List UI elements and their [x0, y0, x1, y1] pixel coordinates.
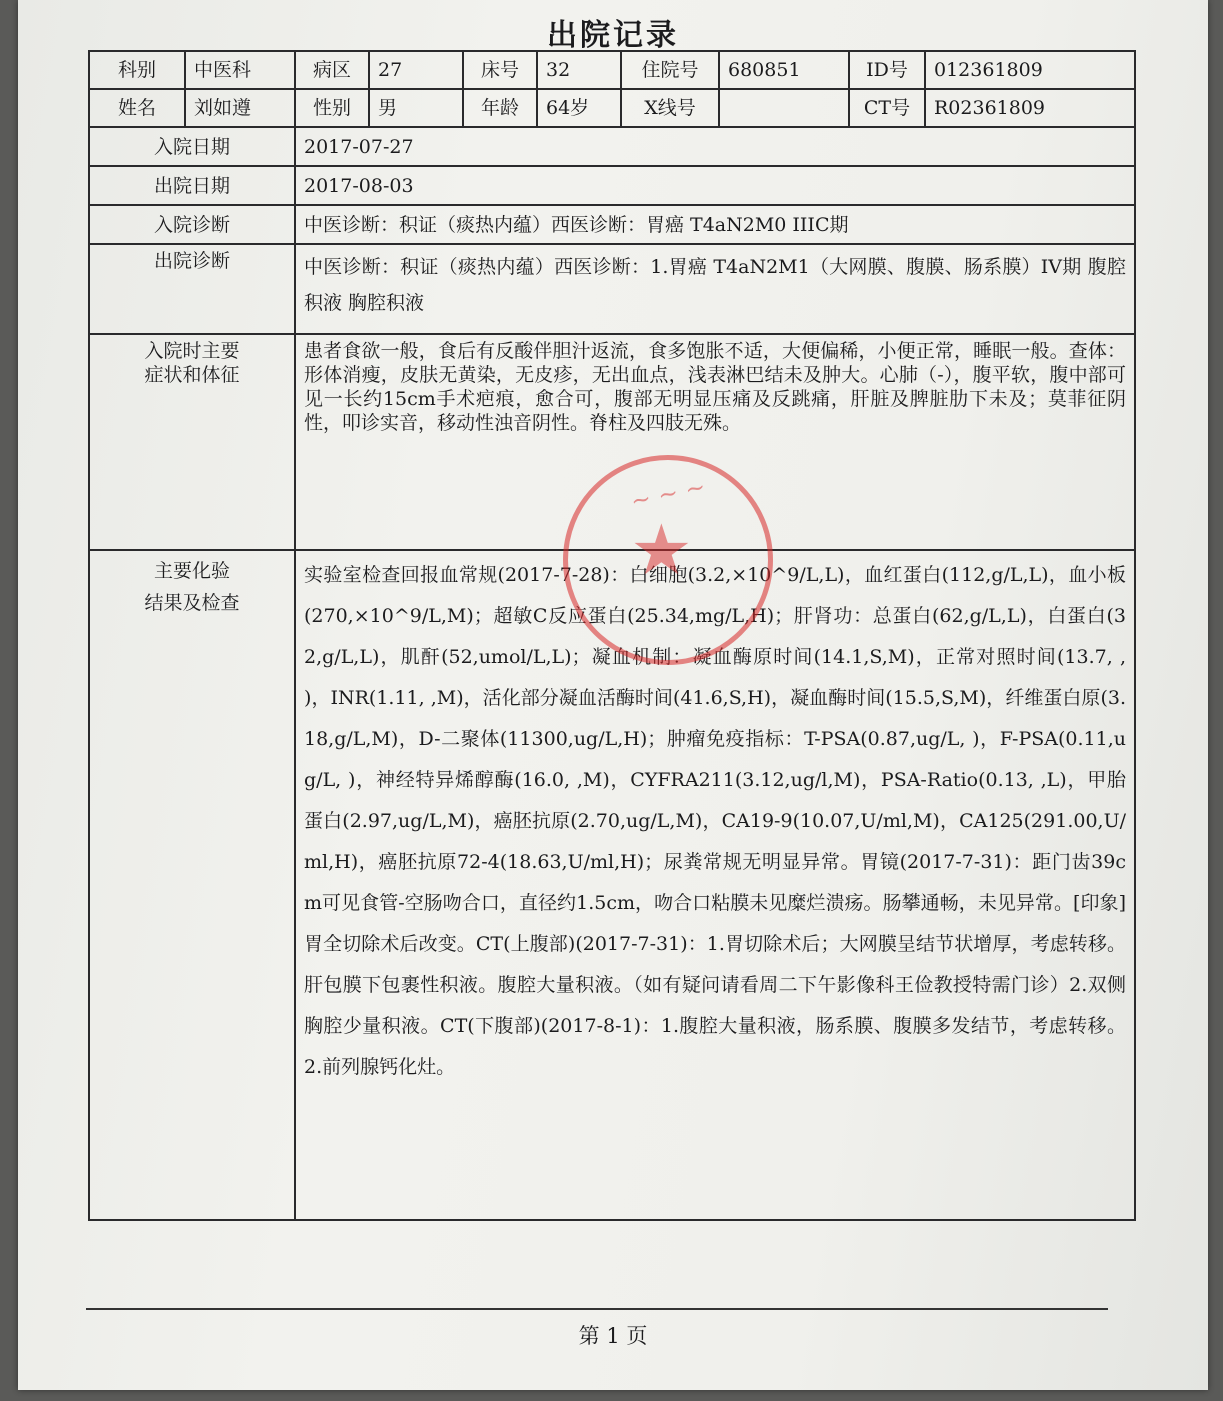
- xray-label: X线号: [621, 89, 719, 127]
- admit-date-label: 入院日期: [89, 127, 295, 166]
- age-value: 64岁: [537, 89, 621, 127]
- dept-value: 中医科: [185, 51, 295, 89]
- admission-no-label: 住院号: [621, 51, 719, 89]
- ward-value: 27: [369, 51, 463, 89]
- discharge-diagnosis-value: 中医诊断：积证（痰热内蕴）西医诊断：1.胃癌 T4aN2M1（大网膜、腹膜、肠系膜）IV期 腹腔积液 胸腔积液: [295, 244, 1135, 334]
- admit-date-value: 2017-07-27: [295, 127, 1135, 166]
- ward-label: 病区: [295, 51, 369, 89]
- name-label: 姓名: [89, 89, 185, 127]
- labs-label-line1: 主要化验: [153, 560, 230, 582]
- age-label: 年龄: [463, 89, 537, 127]
- id-label: ID号: [849, 51, 925, 89]
- discharge-diagnosis-label: 出院诊断: [89, 244, 295, 334]
- discharge-date-value: 2017-08-03: [295, 166, 1135, 205]
- document-page: [18, 0, 1208, 1390]
- dept-label: 科别: [89, 51, 185, 89]
- document-title: 出院记录: [547, 18, 679, 53]
- labs-label-line2: 结果及检查: [144, 592, 240, 614]
- seal-star-icon: ★: [630, 509, 693, 591]
- bed-label: 床号: [463, 51, 537, 89]
- id-value: 012361809: [925, 51, 1135, 89]
- sex-value: 男: [369, 89, 463, 127]
- symptoms-label-line2: 症状和体征: [144, 364, 240, 386]
- admit-diagnosis-label: 入院诊断: [89, 205, 295, 244]
- seal-ring-mark: ~ ~ ~: [628, 472, 708, 516]
- symptoms-label-line1: 入院时主要: [144, 340, 240, 362]
- ct-value: R02361809: [925, 89, 1135, 127]
- discharge-record-table: [88, 50, 1136, 1221]
- ct-label: CT号: [849, 89, 925, 127]
- admission-no-value: 680851: [719, 51, 849, 89]
- symptoms-value: 患者食欲一般，食后有反酸伴胆汁返流，食多饱胀不适，大便偏稀，小便正常，睡眠一般。查体：形体消瘦，皮肤无黄染，无皮疹，无出血点，浅表淋巴结未及肿大。心肺（-），腹平软，腹中部可见一长约15cm手术疤痕，愈合可，腹部无明显压痛及反跳痛，肝脏及脾脏肋下未及；莫菲征阴性，叩诊实音，移动性浊音阴性。脊柱及四肢无殊。: [295, 334, 1135, 550]
- discharge-date-label: 出院日期: [89, 166, 295, 205]
- labs-value: 实验室检查回报血常规(2017-7-28)：白细胞(3.2,×10^9/L,L)，血红蛋白(112,g/L,L)，血小板(270,×10^9/L,M)；超敏C反应蛋白(25.34,mg/L,H)；肝肾功：总蛋白(62,g/L,L)，白蛋白(32,g/L,L)，肌酐(52,umol/L,L)；凝血机制：凝血酶原时间(14.1,S,M)，正常对照时间(13.7, , )，INR(1.11, ,M)，活化部分凝血活酶时间(41.6,S,H)，凝血酶时间(15.5,S,M)，纤维蛋白原(3.18,g/L,M)，D-二聚体(11300,ug/L,H)；肿瘤免疫指标：T-PSA(0.87,ug/L, )，F-PSA(0.11,ug/L, )，神经特异烯醇酶(16.0, ,M)，CYFRA211(3.12,ug/l,M)，PSA-Ratio(0.13, ,L)，甲胎蛋白(2.97,ug/L,M)，癌胚抗原(2.70,ug/L,M)，CA19-9(10.07,U/ml,M)，CA125(291.00,U/ml,H)，癌胚抗原72-4(18.63,U/ml,H)；尿粪常规无明显异常。胃镜(2017-7-31)：距门齿39cm可见食管-空肠吻合口，直径约1.5cm，吻合口粘膜未见糜烂溃疡。肠攀通畅，未见异常。[印象]胃全切除术后改变。CT(上腹部)(2017-7-31)：1.胃切除术后；大网膜呈结节状增厚，考虑转移。肝包膜下包裹性积液。腹腔大量积液。（如有疑问请看周二下午影像科王俭教授特需门诊）2.双侧胸腔少量积液。CT(下腹部)(2017-8-1)：1.腹腔大量积液，肠系膜、腹膜多发结节，考虑转移。2.前列腺钙化灶。: [295, 550, 1135, 1220]
- sex-label: 性别: [295, 89, 369, 127]
- page-number: 第 1 页: [578, 1324, 648, 1348]
- footer-divider: [86, 1308, 1108, 1310]
- labs-label: [89, 550, 295, 1220]
- name-value: 刘如遵: [185, 89, 295, 127]
- admit-diagnosis-value: 中医诊断：积证（痰热内蕴）西医诊断：胃癌 T4aN2M0 IIIC期: [295, 205, 1135, 244]
- symptoms-label: [89, 334, 295, 550]
- xray-value: [719, 89, 849, 127]
- bed-value: 32: [537, 51, 621, 89]
